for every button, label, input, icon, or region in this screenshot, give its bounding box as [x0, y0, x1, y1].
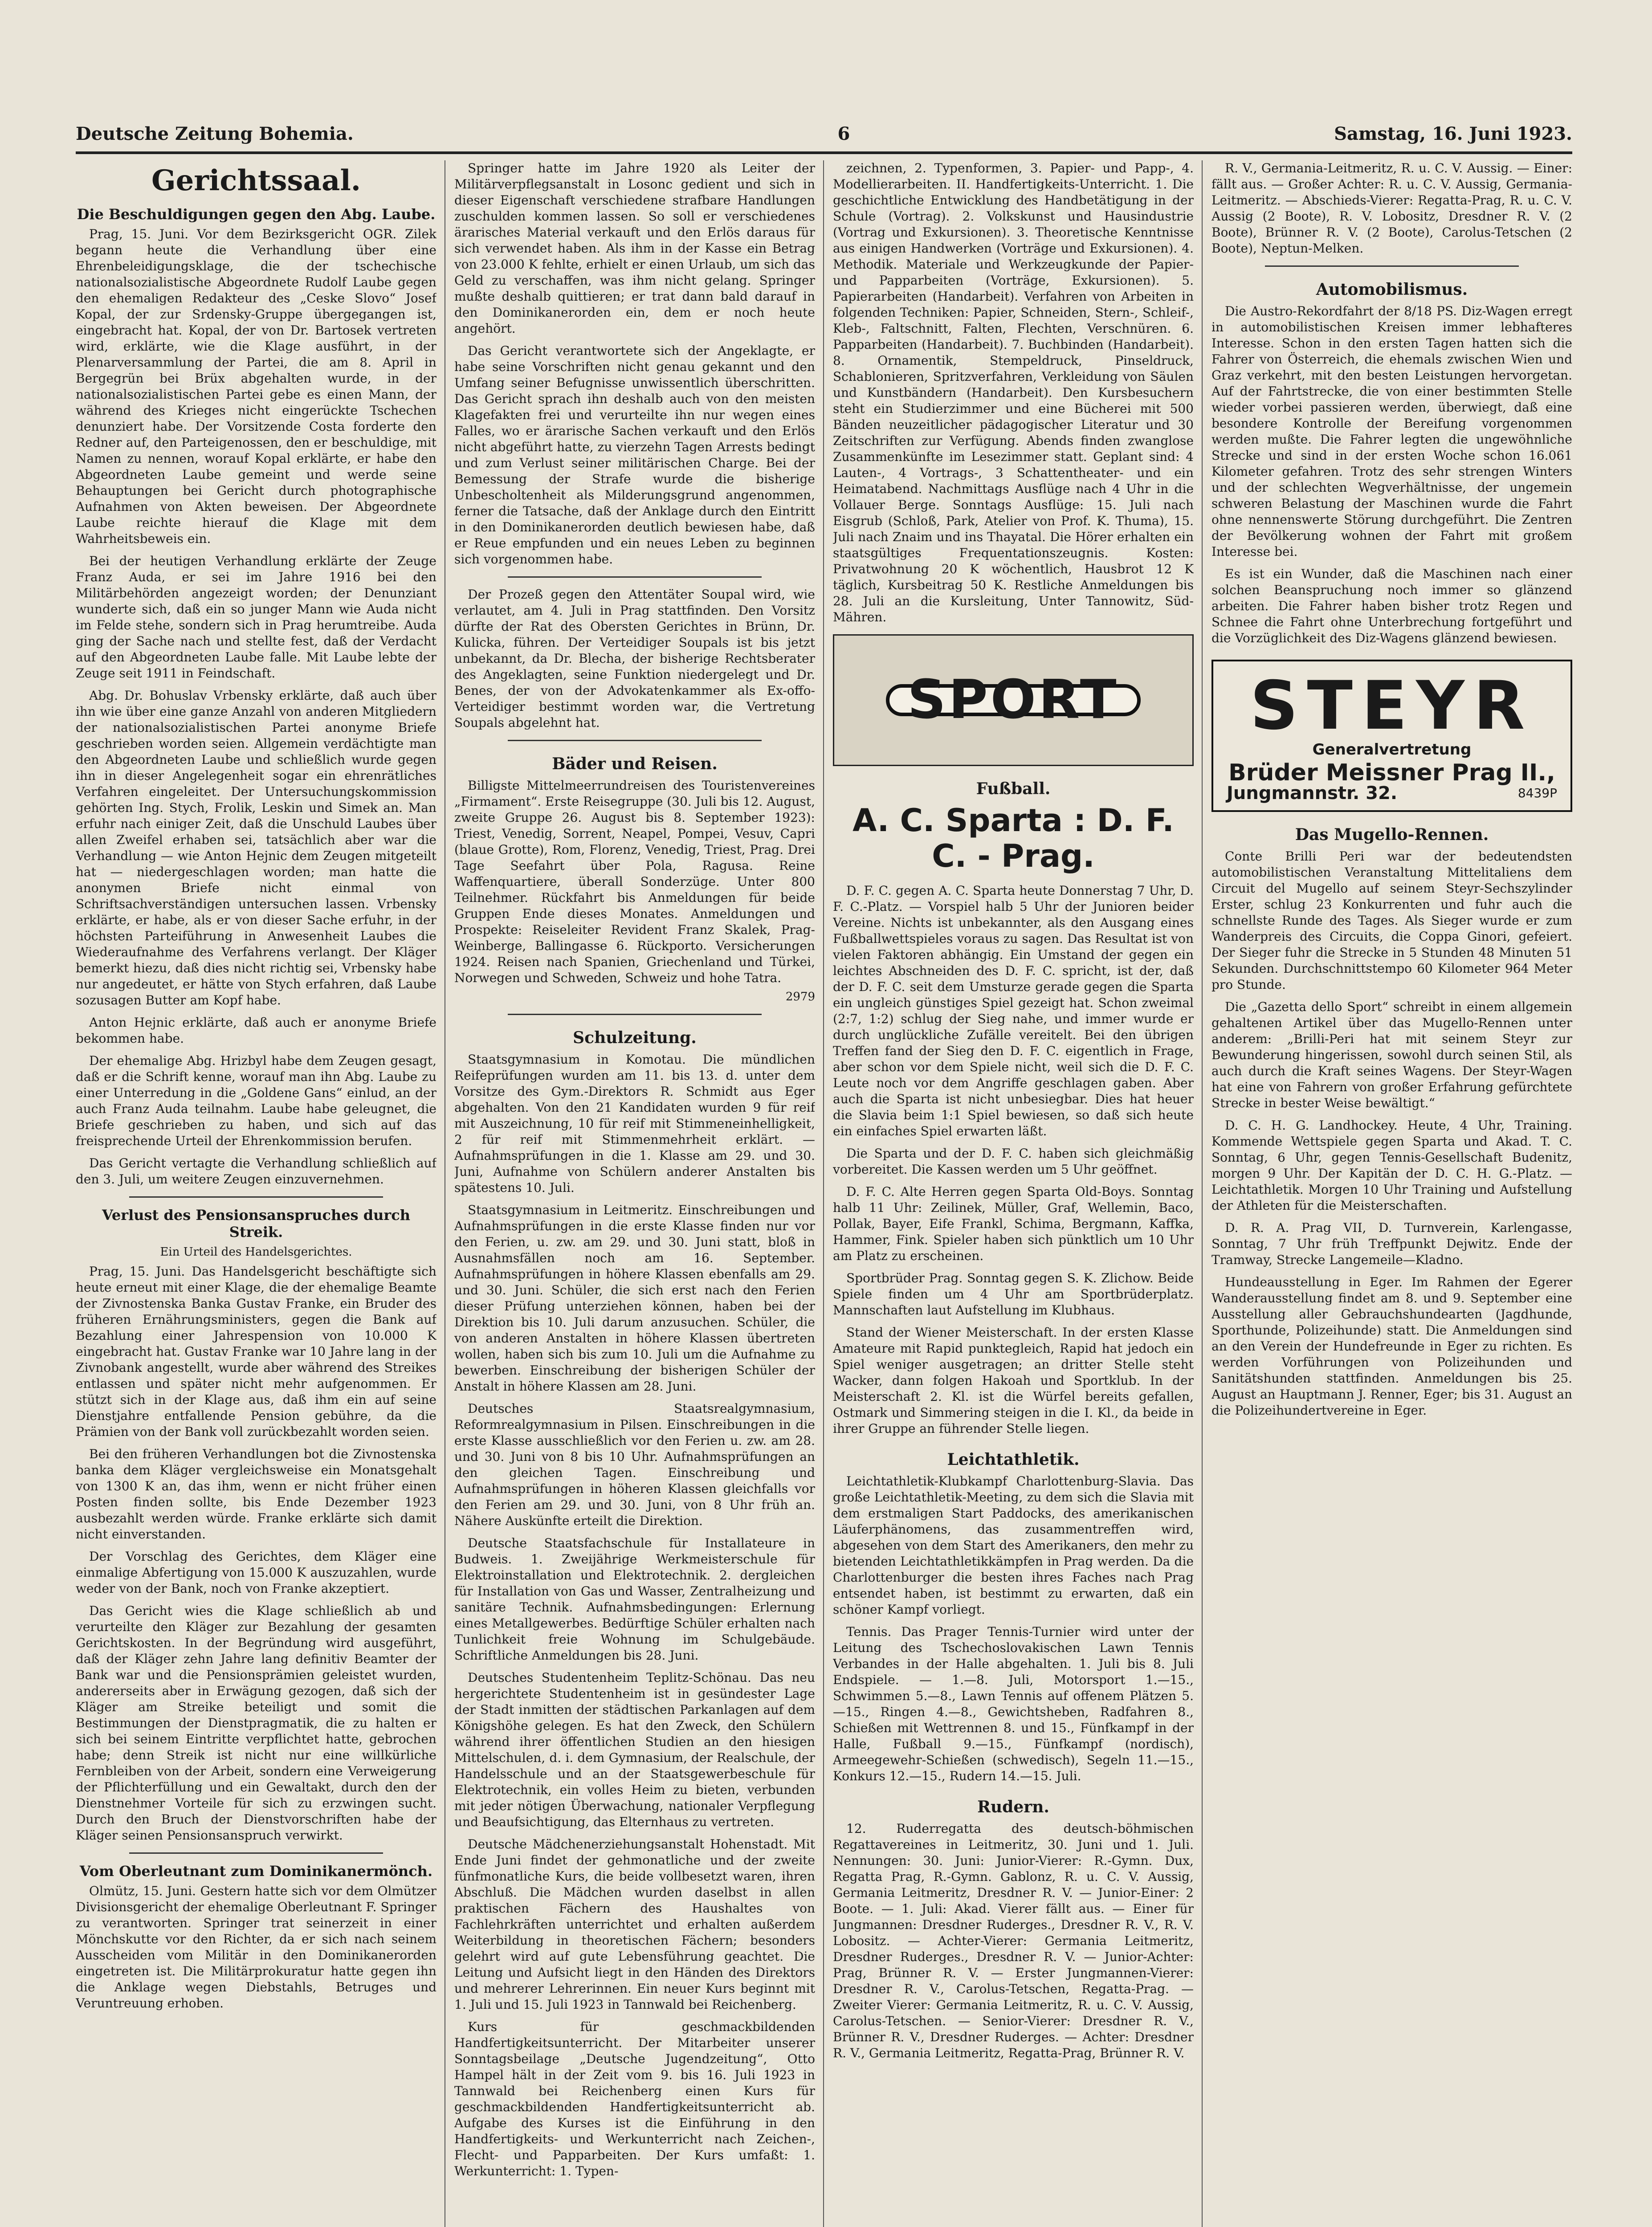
match-headline: A. C. Sparta : D. F. C. - Prag. [853, 802, 1174, 874]
article-paragraph: Staatsgymnasium in Komotau. Die mündlichen Reifeprüfungen wurden am 11. bis 13. d. unter dem Vorsitze des Gym.-Direktors R. Schmidt aus Eger abgehalten. Von den 21 Kandidaten wurden 9 für reif mit Auszeichnung, 10 für reif mit Stimmeneinhelligkeit, 2 für reif mit Stimmenmehrheit erklärt. — Aufnahmsprüfungen in die 1. Klasse am 29. und 30. Juni, Aufnahme von Schülern anderer Anstalten bis spätestens 10. Juli. [454, 1052, 815, 1195]
article-paragraph: Deutsche Staatsfachschule für Installateure in Budweis. 1. Zweijährige Werkmeisterschule für Elektroinstallation und Elektrotechnik. 2. dergleichen für Installation von Gas und Wasser, Zentralheizung und sanitäre Technik. Aufnahmsbedingungen: Erlernung eines Metallgewerbes. Bedürftige Schüler erhalten nach Tunlichkeit freie Wohnung im Schulgebäude. Schriftliche Anmeldungen bis 28. Juni. [454, 1536, 815, 1663]
article-paragraph: Billigste Mittelmeerrundreisen des Touristenvereines „Firmament“. Erste Reisegruppe (30. Juli bis 12. August, zweite Gruppe 26. August bis 8. September 1923): Triest, Venedig, Sorrent, Neapel, Pompei, Vesuv, Capri (blaue Grotte), Rom, Florenz, Venedig, Triest, Prag. Drei Tage Seefahrt über Pola, Ragusa. Reine Waffenquartiere, überall Sonderzüge. Unter 800 Teilnehmer. Rückfahrt bis Anmeldungen für beide Gruppen Ende dieses Monates. Anmeldungen und Prospekte: Reiseleiter Revident Franz Skalek, Prag-Weinberge, Ballingasse 6. Rückporto. Versicherungen 1924. Reisen nach Spanien, Griechenland und Türkei, Norwegen und Schweden, Schweiz und hohe Tatra. [454, 778, 815, 985]
article-paragraph: 12. Ruderregatta des deutsch-böhmischen Regattavereines in Leitmeritz, 30. Juni und 1. Juli. Nennungen: 30. Juni: Junior-Vierer: R.-Gymn. Dux, Regatta Prag, R.-Gymn. Gablonz, R. u. C. V. Aussig, Germania Leitmeritz, Dresdner R. V. — Junior-Einer: 2 Boote. — 1. Juli: Akad. Vierer fällt aus. — Einer für Jungmannen: Dresdner Ruderges., Dresdner R. V., R. V. Lobositz. — Achter-Vierer: Germania Leitmeritz, Dresdner Ruderges., Dresdner R. V. — Junior-Achter: Prag, Brünner R. V. — Erster Jungmannen-Vierer: Dresdner R. V., Carolus-Tetschen, Regatta-Prag. — Zweiter Vierer: Germania Leitmeritz, R. u. C. V. Aussig, Carolus-Tetschen. — Senior-Vierer: Dresdner R. V., Brünner R. V., Dresdner Ruderges. — Achter: Dresdner R. V., Germania Leitmeritz, Regatta-Prag, Brünner R. V. [833, 1821, 1194, 2060]
section-title-baeder: Bäder und Reisen. [552, 755, 718, 773]
article-paragraph: Tennis. Das Prager Tennis-Turnier wird unter der Leitung des Tschechoslovakischen Lawn Tennis Verbandes in der Halle abgehalten. 1. Juli bis 8. Juli Endspiele. — 1.—8. Juli, Motorsport 1.—15., Schwimmen 5.—8., Lawn Tennis auf offenem Plätzen 5.—15., Ringen 4.—8., Gewichtsheben, Radfahren 8., Schießen mit Wettrennen 8. und 15., Fünfkampf in der Halle, Fußball 9.—15., Fünfkampf (nordisch), Armeegewehr-Schießen (schwedisch), Segeln 11.—15., Konkurs 12.—15., Rudern 14.—15. Juli. [833, 1624, 1194, 1783]
ad-company: Brüder Meissner Prag II., [1228, 759, 1555, 786]
article-paragraph: Die „Gazetta dello Sport“ schreibt in einem allgemein gehaltenen Artikel über das Mugello-Rennen unter anderem: „Brilli-Peri hat mit seinem Steyr zur Bewunderung hingerissen, sowohl durch seinen Stil, als auch durch die Kraft seines Wagens. Der Steyr-Wagen hat eine von Fahrern von großer Erfahrung gefürchtete Strecke in bester Weise bewältigt.“ [1211, 999, 1572, 1110]
column-3 [833, 160, 1194, 2227]
article-paragraph: Prag, 15. Juni. Das Handelsgericht beschäftigte sich heute erneut mit einer Klage, die der ehemalige Beamte der Zivnostenska Banka Gustav Franke, ein Bruder des früheren Ernährungsministers, gegen die Bank auf Bezahlung einer Jahrespension von 10.000 K eingebracht hat. Gustav Franke war 10 Jahre lang in der Zivnobank angestellt, wurde aber während des Streikes entlassen und später nicht mehr aufgenommen. Er stützt sich in der Klage aus, daß ihm ein auf seine Dienstjahre entfallende Pension gebühre, da die Prämien von der Bank voll zurückbezahlt worden seien. [76, 1264, 436, 1439]
article-paragraph: Deutsche Mädchenerziehungsanstalt Hohenstadt. Mit Ende Juni findet der gehmonatliche und der zweite fünfmonatliche Kurs, die beide vollbesetzt waren, ihren Abschluß. Die Mädchen wurden daselbst in allen praktischen Fächern des Haushaltes von Fachlehrkräften unterrichtet und erhalten außerdem Weiterbildung in theoretischen Fächern; besonders gelehrt wird auf gute Lebensführung geachtet. Die Leitung und Aufsicht liegt in den Händen des Direktors und mehrerer Lehrerinnen. Ein neuer Kurs beginnt mit 1. Juli und 15. Juli 1923 in Tannwald bei Reichenberg. [454, 1837, 815, 2012]
newspaper-page [76, 107, 1572, 2227]
column-rule [823, 160, 824, 2227]
column-rule [1202, 160, 1203, 2227]
article-paragraph: Sportbrüder Prag. Sonntag gegen S. K. Zlichow. Beide Spiele finden um 4 Uhr am Sportbrüderplatz. Mannschaften laut Aufstellung im Klubhaus. [833, 1271, 1194, 1317]
article-paragraph: Leichtathletik-Klubkampf Charlottenburg-Slavia. Das große Leichtathletik-Meeting, zu dem sich die Slavia mit dem erstmaligen Start Paddocks, des amerikanischen Läuferphänomens, das zusammentreffen wird, abgesehen von dem Start des Amerikaners, den mehr zu bietenden Leichtathletikkämpfen in Prag werden. Da die Charlottenburger die besten ihres Faches nach Prag entsendet haben, ist bestimmt zu erwarten, daß ein schöner Kampf vorliegt. [833, 1474, 1194, 1617]
article-paragraph: Der Prozeß gegen den Attentäter Soupal wird, wie verlautet, am 4. Juli in Prag stattfinden. Den Vorsitz dürfte der Rat des Obersten Gerichtes in Brünn, Dr. Kulicka, führen. Der Verteidiger Soupals ist bis jetzt unbekannt, da Dr. Blecha, der bisherige Rechtsberater des Angeklagten, seine Funktion niedergelegt und Dr. Benes, der von der Advokatenkammer als Ex-offo-Verteidiger bestimmt worden war, die Vertretung Soupals abgelehnt hat. [454, 587, 815, 730]
article-paragraph: Conte Brilli Peri war der bedeutendsten automobilistischen Veranstaltung Mittelitaliens dem Circuit del Mugello auf seinem Steyr-Sechszylinder Erster, schlug 23 Konkurrenten und fuhr auch die schnellste Runde des Tages. Als Sieger wurde er zum Wanderpreis des Circuits, die Coppa Ginori, gefeiert. Der Sieger fuhr die Strecke in 5 Stunden 48 Minuten 51 Sekunden. Durchschnittstempo 60 Kilometer 964 Meter pro Stunde. [1211, 849, 1572, 992]
article-paragraph: Springer hatte im Jahre 1920 als Leiter der Militärverpflegsanstalt in Losonc gedient und sich in dieser Eigenschaft verschiedene strafbare Handlungen zuschulden kommen lassen. So soll er verschiedenes ärarisches Material verkauft und den Erlös daraus für sich verwendet haben. Als ihm in der Kasse ein Betrag von 23.000 K fehlte, erhielt er einen Urlaub, um sich das Geld zu verschaffen, was ihm nicht gelang. Springer mußte deshalb quittieren; er trat dann bald darauf in den Dominikanerorden ein, dem er noch heute angehört. [454, 161, 815, 336]
article-paragraph: Prag, 15. Juni. Vor dem Bezirksgericht OGR. Zilek begann heute die Verhandlung über eine Ehrenbeleidigungsklage, die der tschechische nationalsozialistische Abgeordnete Rudolf Laube gegen den ehemaligen Redakteur des „Ceske Slovo“ Josef Kopal, der zur Srdensky-Gruppe übergegangen ist, eingebracht hat. Kopal, der von Dr. Bartosek vertreten wird, erklärte, wie die Klage ausführt, in der Plenarversammlung der Partei, die am 8. April in Bergegrün bei Brüx abgehalten wurde, in der nationalsozialistischen Partei gebe es einen Mann, der während des Krieges nicht eingerückte Tschechen denunziert habe. Der Vorsitzende Costa forderte den Redner auf, den Parteigenossen, den er beschuldige, mit Namen zu nennen, worauf Kopal erklärte, er habe den Abgeordneten Laube gemeint und werde seine Behauptungen bei Gericht durch photographische Aufnahmen von Akten beweisen. Der Abgeordnete Laube reichte hierauf die Klage mit dem Wahrheitsbeweis ein. [76, 227, 436, 546]
article-separator [129, 1196, 383, 1198]
article-paragraph: Stand der Wiener Meisterschaft. In der ersten Klasse Amateure mit Rapid punktegleich, Rapid hat jedoch ein Spiel weniger ausgetragen; an dritter Stelle steht Wacker, dann folgen Hakoah und Sportklub. In der Meisterschaft 2. Kl. ist die Würfel bereits gefallen, Ostmark und Simmering steigen in die I. Kl., da beide in ihrer Gruppe an führender Stelle liegen. [833, 1325, 1194, 1436]
article-separator [508, 1014, 762, 1015]
article-paragraph: Kurs für geschmackbildenden Handfertigkeitsunterricht. Der Mitarbeiter unserer Sonntagsbeilage „Deutsche Jugendzeitung“, Otto Hampel hält in der Zeit vom 9. bis 16. Juli 1923 in Tannwald bei Reichenberg einen Kurs für geschmackbildenden Handfertigkeitsunterricht ab. Aufgabe des Kurses ist die Einführung in den Handfertigkeits- und Werkunterricht nach Zeichen-, Flecht- und Papparbeiten. Der Kurs umfaßt: 1. Werkunterricht: 1. Typen- [454, 2019, 815, 2178]
section-title-automobilismus: Automobilismus. [1316, 280, 1468, 299]
section-title-gerichtssaal: Gerichtssaal. [151, 164, 361, 197]
masthead-paper-name: Deutsche Zeitung Bohemia. [76, 123, 354, 144]
article-paragraph: Bei den früheren Verhandlungen bot die Zivnostenska banka dem Kläger vergleichsweise ein Monatsgehalt von 1300 K an, das ihm, wenn er nicht früher einen Posten finden sollte, bis Ende Dezember 1923 ausbezahlt werden würde. Franke erklärte sich damit nicht einverstanden. [76, 1447, 436, 1542]
masthead [76, 116, 1572, 154]
ad-subtitle: Generalvertretung [1312, 741, 1472, 759]
article-paragraph: D. F. C. gegen A. C. Sparta heute Donnerstag 7 Uhr, D. F. C.-Platz. — Vorspiel halb 5 Uhr der Junioren beider Vereine. Nichts ist unbekannter, als den Ausgang eines Fußballwettspieles voraus zu sagen. Das Resultat ist von vielen Faktoren abhängig. Ein Umstand der gegen ein leichtes Abschneiden des D. F. C. spricht, ist der, daß der D. F. C. seit dem Umsturze gerade gegen die Sparta ein ungleich günstiges Spiel gezeigt hat. Schon zweimal (2:7, 1:2) schlug der Sieg nahe, und immer wurde er durch unglückliche Zufälle vereitelt. Bei den übrigen Treffen fand der Sieg den D. F. C. eigentlich in Frage, aber schon vor dem Spiele nicht, weil sich die D. F. C. Leute noch vor dem Angriffe geschlagen gaben. Aber auch die Sparta ist nicht unbesiegbar. Dies hat heuer die Slavia beim 1:1 Spiel bewiesen, so daß sich heute ein einfaches Spiel erwarten läßt. [833, 883, 1194, 1138]
ad-brand: STEYR [1250, 667, 1534, 745]
article-paragraph: Deutsches Studentenheim Teplitz-Schönau. Das neu hergerichtete Studentenheim ist in gesündester Lage der Stadt inmitten der städtischen Parkanlagen auf dem Königshöhe gelegen. Es hat den Zweck, den Schülern während ihrer öffentlichen Studien an den hiesigen Mittelschulen, d. i. dem Gymnasium, der Realschule, der Handelsschule und an der Staatsgewerbeschule für Elektrotechnik, ein volles Heim zu bieten, verbunden mit jeder nötigen Überwachung, nationaler Verpflegung und Beaufsichtigung, das Elternhaus zu vertreten. [454, 1670, 815, 1829]
article-title: Die Beschuldigungen gegen den Abg. Laube. [77, 206, 436, 223]
article-paragraph: Anton Hejnic erklärte, daß auch er anonyme Briefe bekommen habe. [76, 1015, 436, 1046]
article-paragraph: R. V., Germania-Leitmeritz, R. u. C. V. Aussig. — Einer: fällt aus. — Großer Achter: R. u. C. V. Aussig, Germania-Leitmeritz. — Abschieds-Vierer: Regatta-Prag, R. u. C. V. Aussig (2 Boote), R. V. Lobositz, Dresdner R. V. (2 Boote), Brünner R. V. (2 Boote), Carolus-Tetschen (2 Boote), Neptun-Melken. [1211, 161, 1572, 256]
article-paragraph: D. R. A. Prag VII, D. Turnverein, Karlengasse, Sonntag, 7 Uhr früh Treffpunkt Dejwitz. Ende der Tramway, Strecke Langemeile—Kladno. [1211, 1220, 1572, 1267]
article-paragraph: D. C. H. G. Landhockey. Heute, 4 Uhr, Training. Kommende Wettspiele gegen Sparta und Akad. T. C. Sonntag, 6 Uhr, gegen Tennis-Gesellschaft Budenitz, morgen 9 Uhr. Der Kapitän der D. C. H. G.-Platz. — Leichtathletik. Morgen 10 Uhr Training und Aufstellung der Athleten für die Meisterschaften. [1211, 1118, 1572, 1213]
ad-code: 8439P [1517, 786, 1557, 800]
article-paragraph: zeichnen, 2. Typenformen, 3. Papier- und Papp-, 4. Modellierarbeiten. II. Handfertigkeits-Unterricht. 1. Die geschichtliche Entwicklung des Handbetätigung in der Schule (Vortrag). 2. Volkskunst und Hausindustrie (Vortrag und Exkursionen). 3. Theoretische Kenntnisse aus einigen Handwerken (Vorträge und Exkursionen). 4. Methodik. Materiale und Werkzeugkunde der Papier- und Papparbeiten (Vorträge, Exkursionen). 5. Papierarbeiten (Handarbeit). Verfahren von Arbeiten in folgenden Techniken: Papier, Schneiden, Stern-, Schleif-, Kleb-, Faltschnitt, Falten, Flechten, Verschnüren. 6. Papparbeiten (Handarbeit). 7. Buchbinden (Handarbeit). 8. Ornamentik, Stempeldruck, Pinseldruck, Schablonieren, Spritzverfahren, Verkleidung von Säulen und Kunstbändern (Handarbeit). Den Kursbesuchern steht ein Studierzimmer und eine Bücherei mit 500 Bänden neuzeitlicher pädagogischer Literatur und 30 Zeitschriften zur Verfügung. Abends finden zwanglose Zusammenkünfte im Lesezimmer statt. Geplant sind: 4 Lauten-, 4 Vortrags-, 3 Schattentheater- und ein Heimatabend. Nachmittags Ausflüge nach 4 Uhr in die Vollauer Berge. Sonntags Ausflüge: 15. Juli nach Eisgrub (Schloß, Park, Atelier von Prof. K. Thuma), 15. Juli nach Znaim und ins Thayatal. Die Hörer erhalten ein staatsgültiges Frequentationszeugnis. Kosten: Privatwohnung 20 K wöchentlich, Hausbrot 12 K täglich, Kursbeitrag 50 K. Restliche Anmeldungen bis 28. Juli an die Kursleitung, Unter Tannowitz, Süd-Mähren. [833, 161, 1194, 624]
sport-banner-illustration [833, 634, 1194, 766]
column-1 [76, 160, 436, 2227]
article-paragraph: Es ist ein Wunder, daß die Maschinen nach einer solchen Beanspruchung noch immer so glänzend arbeiten. Die Fahrer haben bisher trotz Regen und Schnee die Fahrt ohne Unterbrechung fortgeführt und die Vorzüglichkeit des Diz-Wagens glänzend bewiesen. [1211, 567, 1572, 645]
steyr-advertisement [1211, 660, 1572, 812]
ad-street: Jungmannstr. 32. [1227, 783, 1398, 804]
article-paragraph: Deutsches Staatsrealgymnasium, Reformrealgymnasium in Pilsen. Einschreibungen in die erste Klasse ausschließlich vor den Ferien u. zw. am 28. und 30. Juni von 8 bis 10 Uhr. Aufnahmsprüfungen an den gleichen Tagen. Einschreibung und Aufnahmsprüfungen in höheren Klassen gleichfalls vor den Ferien am 29. und 30. Juni, von 8 Uhr früh an. Nähere Auskünfte erteilt die Direktion. [454, 1401, 815, 1528]
article-separator [508, 740, 762, 741]
page-number: 6 [837, 123, 850, 144]
section-title-leichtathletik: Leichtathletik. [947, 1450, 1080, 1469]
article-separator [508, 576, 762, 578]
article-paragraph: Das Gericht vertagte die Verhandlung schließlich auf den 3. Juli, um weitere Zeugen einzuvernehmen. [76, 1156, 436, 1187]
article-separator [1265, 265, 1519, 267]
article-subtitle: Ein Urteil des Handelsgerichtes. [160, 1245, 352, 1259]
ad-number: 2979 [785, 990, 815, 1003]
article-paragraph: Abg. Dr. Bohuslav Vrbensky erklärte, daß auch über ihn wie über eine ganze Anzahl von anderen Mitgliedern der nationalsozialistischen Partei anonyme Briefe geschrieben worden seien. Allgemein verdächtigte man den Abgeordneten Laube und schließlich wurde gegen ihn in dieser Angelegenheit sogar ein ehrenrätliches Verfahren eingeleitet. Der Untersuchungskommission gehörten Ing. Stych, Frolik, Leskin und Simek an. Man erfuhr nach einiger Zeit, daß die Unschuld Laubes über allen Zweifel erhaben sei, tatsächlich aber war die Verhandlung — wie Anton Hejnic dem Zeugen mitgeteilt hat — niedergeschlagen worden; man hatte die anonymen Briefe nicht einmal von Schriftsachverständigen untersuchen lassen. Vrbensky erklärte, er habe, als er von dieser Sache erfuhr, in der höchsten Parteiführung in Anwesenheit Laubes die Wiederaufnahme des Verfahrens verlangt. Der Kläger bemerkt hiezu, daß dies nicht richtig sei, Vrbensky habe nur angedeutet, er hätte von Stych erfahren, daß Laube sozusagen Butter am Kopf habe. [76, 688, 436, 1007]
article-paragraph: Das Gericht verantwortete sich der Angeklagte, er habe seine Vorschriften nicht genau gekannt und den Umfang seiner Befugnisse unwissentlich überschritten. Das Gericht sprach ihn deshalb auch von den meisten Klagefakten frei und verurteilte ihn nur wegen eines Falles, wo er ärarische Sachen verkauft und den Erlös nicht abgeführt hatte, zu vierzehn Tagen Arrests bedingt und zum Verlust seiner militärischen Charge. Bei der Bemessung der Strafe wurde die bisherige Unbescholtenheit als Milderungsgrund angenommen, ferner die Tatsache, daß der Anklage durch den Eintritt in den Dominikanerorden deutlich bewiesen habe, daß er Reue empfunden und ein neues Leben zu beginnen sich vorgenommen habe. [454, 343, 815, 567]
section-title-fussball: Fußball. [976, 779, 1051, 798]
section-title-mugello: Das Mugello-Rennen. [1295, 825, 1489, 844]
article-paragraph: D. F. C. Alte Herren gegen Sparta Old-Boys. Sonntag halb 11 Uhr: Zeilinek, Müller, Graf, Wellemin, Baco, Pollak, Bayer, Eife Frankl, Schima, Bergmann, Kaffka, Hammer, Fink. Spieler haben sich pünktlich um 10 Uhr am Platz zu erscheinen. [833, 1184, 1194, 1263]
sport-banner-text: SPORT [886, 684, 1140, 716]
article-paragraph: Der Vorschlag des Gerichtes, dem Kläger eine einmalige Abfertigung von 15.000 K auszuzahlen, wurde weder von der Bank, noch von Franke akzeptiert. [76, 1549, 436, 1596]
article-paragraph: Hundeausstellung in Eger. Im Rahmen der Egerer Wanderausstellung findet am 8. und 9. September eine Ausstellung aller Gebrauchshundearten (Jagdhunde, Sporthunde, Polizeihunde) statt. Die Anmeldungen sind an den Verein der Hundefreunde in Eger zu richten. Es werden Vorführungen von Polizeihunden und Sanitätshunden stattfinden. Anmeldungen bis 25. August an Hauptmann J. Renner, Eger; bis 31. August an die Polizeihundertvereine in Eger. [1211, 1275, 1572, 1418]
article-paragraph: Das Gericht wies die Klage schließlich ab und verurteilte den Kläger zur Bezahlung der gesamten Gerichtskosten. In der Begründung wird ausgeführt, daß der Kläger zehn Jahre lang definitiv Beamter der Bank war und die Pensionsprämien geleistet wurden, andererseits aber in Erwägung gezogen, daß sich der Kläger am Streike beteiligt und somit die Bestimmungen der Dienstpragmatik, die zu halten er sich bei seinem Eintritte verpflichtet hatte, gebrochen habe; denn Streik ist nicht nur eine willkürliche Fernbleiben von der Arbeit, sondern eine Verweigerung der Pflichterfüllung und ein Gewaltakt, durch den der Dienstnehmer Vorteile für sich zu erzwingen sucht. Durch den Bruch der Dienstvorschriften habe der Kläger seinen Pensionsanspruch verwirkt. [76, 1603, 436, 1843]
column-2 [454, 160, 815, 2227]
article-paragraph: Die Austro-Rekordfahrt der 8/18 PS. Diz-Wagen erregt in automobilistischen Kreisen immer lebhafteres Interesse. Schon in den ersten Tagen hatten sich die Fahrer von Österreich, die ehemals zwischen Wien und Graz verkehrt, mit den besten Leistungen hervorgetan. Auf der Fahrtstrecke, die von einer bestimmten Stelle wieder vorbei passieren werden, überwiegt, daß eine besondere Kontrolle der Bereifung vorgenommen werden mußte. Die Fahrer legten die ungewöhnliche Strecke und sind in der ersten Woche schon 16.061 Kilometer gefahren. Trotz des sehr strengen Winters und der schlechten Wegverhältnisse, der ungemein schweren Belastung der Maschinen wurde die Fahrt ohne nennenswerte Störung durchgeführt. Die Zentren der Bevölkerung wohnen der Fahrt mit großem Interesse bei. [1211, 304, 1572, 559]
article-paragraph: Staatsgymnasium in Leitmeritz. Einschreibungen und Aufnahmsprüfungen in die erste Klasse finden nur vor den Ferien, u. zw. am 29. und 30. Juni statt, bloß in Ausnahmsfällen noch am 16. September. Aufnahmsprüfungen in höhere Klassen ebenfalls am 29. und 30. Juni. Schüler, die sich erst nach den Ferien dieser Prüfung unterziehen können, haben bei der Direktion bis 10. Juli darum anzusuchen. Schüler, die von anderen Anstalten in höhere Klassen übertreten wollen, haben sich bis zum 10. Juli um die Aufnahme zu bewerben. Einschreibung der bisherigen Schüler der Anstalt in höhere Klassen am 28. Juni. [454, 1203, 815, 1394]
article-paragraph: Bei der heutigen Verhandlung erklärte der Zeuge Franz Auda, er sei im Jahre 1916 bei den Militärbehörden angezeigt worden; der Denunziant wunderte sich, daß ein so junger Mann wie Auda nicht im Felde stehe, sondern sich in Prag herumtreibe. Auda ging der Sache nach und stellte fest, daß der Verdacht auf den Abgeordneten Laube falle. Mit Laube lebte der Zeuge seit 1911 in Feindschaft. [76, 554, 436, 681]
section-title-schulzeitung: Schulzeitung. [573, 1028, 697, 1047]
article-title: Verlust des Pensionsanspruches durch Streik. [102, 1207, 410, 1240]
article-paragraph: Der ehemalige Abg. Hrizbyl habe dem Zeugen gesagt, daß er die Schrift kenne, worauf man ihn Abg. Laube zu einer Unterredung in die „Goldene Gans“ einlud, an der auch Franz Auda teilnahm. Laube habe geleugnet, die Briefe geschrieben zu haben, und sich auf das freisprechende Urteil der Ehrenkommission berufen. [76, 1053, 436, 1148]
column-4 [1211, 160, 1572, 2227]
article-title: Vom Oberleutnant zum Dominikanermönch. [79, 1863, 433, 1880]
section-title-rudern: Rudern. [977, 1798, 1049, 1816]
masthead-date: Samstag, 16. Juni 1923. [1334, 123, 1572, 144]
article-separator [129, 1852, 383, 1854]
article-paragraph: Olmütz, 15. Juni. Gestern hatte sich vor dem Olmützer Divisionsgericht der ehemalige Oberleutnant F. Springer zu verantworten. Springer trat seinerzeit in einer Mönchskutte vor den Richter, da er sich nach seinem Ausscheiden vom Militär in den Dominikanerorden eingetreten ist. Die Militärprokuratur hatte gegen ihn die Anklage wegen Diebstahls, Betruges und Veruntreuung erhoben. [76, 1884, 436, 2011]
article-paragraph: Die Sparta und der D. F. C. haben sich gleichmäßig vorbereitet. Die Kassen werden um 5 Uhr geöffnet. [833, 1146, 1194, 1177]
